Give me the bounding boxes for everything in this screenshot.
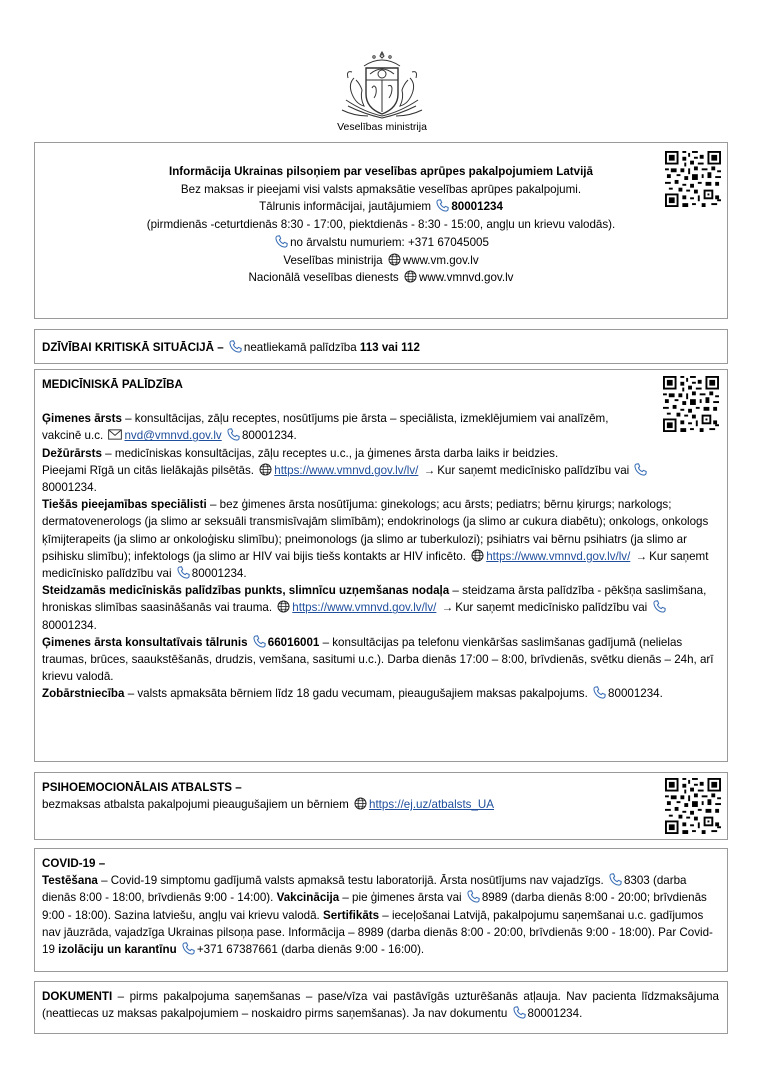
phone-icon [609,873,622,886]
phone-icon [229,340,242,353]
info-phone-line: Tālrunis informācijai, jautājumiem 80001234 [259,200,503,214]
vaccination-title: Vakcinācija [276,891,340,905]
vmnvd-link[interactable]: https://www.vmnvd.gov.lv/lv/ [274,463,419,477]
phone-icon [436,199,449,212]
dental-title: Zobārstniecība [42,687,125,701]
arrow-right-icon: → [441,601,454,615]
emergency-section: Steidzamās medicīniskās palīdzības punkts, slimnīcu uzņemšanas nodaļa – steidzama ārsta palīdzība - pēkšņa saslimšana, hroniskas slimības saasināšanās vai trauma. https://www.vmnvd.gov.lv/lv/ → Kur saņemt medicīnisko palīdzību vai 80001234. [42,584,707,632]
info-vm-line: Veselības ministrija www.vm.gov.lv [283,253,479,267]
emergency-phone[interactable]: 80001234. [42,618,97,632]
arrow-right-icon: → [635,549,648,563]
covid-text: Testēšana – Covid-19 simptomu gadījumā valsts apmaksā testu laboratorijā. Ārsta nosūtījums nav vajadzīgs. 8303 (darba dienās 8:00 - 18:00, brīvdienās 9:00 - 14:00). Vakcinācija – pie ģimenes ārsta vai 8989 (darba dienās 8:00 - 20:00; brīvdienās 9:00 - 18:00). Sazina latviešu, angļu vai krievu valodā. Sertifikāts – ieceļošanai Latvijā, pakalpojumu saņemšanai u.c. gadījumos nav jāuzrāda, vajadzīga Ukrainas pilsoņa pase. Informācija – 8989 (darba dienās 8:00 - 20:00, brīvdienās 9:00 - 18:00). Par Covid-19 izolāciju un karantīnu +371 67387661 (darba dienās 9:00 - 16:00). [42,874,713,957]
dental-phone[interactable]: 80001234. [608,687,663,701]
info-hours: (pirmdienās -ceturtdienās 8:30 - 17:00, piektdienās - 8:30 - 15:00, angļu un krievu valodās). [146,218,616,232]
specialists-phone[interactable]: 80001234. [191,567,247,581]
ministry-name: Veselības ministrija [337,121,427,133]
coat-of-arms-logo [334,50,430,120]
specialists-title: Tiešās pieejamības speciālisti [42,498,207,512]
globe-icon [277,600,290,613]
isolation-title: izolāciju un karantīnu [58,943,177,957]
gp-line-title: Ģimenes ārsta konsultatīvais tālrunis [42,635,248,649]
qr-code-icon [663,376,719,432]
gp-title: Ģimenes ārsts [42,412,122,426]
gp-email-link[interactable]: nvd@vmnvd.gov.lv [124,429,222,443]
covid-box [34,848,728,972]
phone-icon [513,1006,526,1019]
arrow-right-icon: → [423,463,436,477]
documents-box: DOKUMENTI – pirms pakalpojuma saņemšanas – pase/vīza vai pastāvīgās uzturēšanās atļauja. Nav pacienta līdzmaksājuma (neattiecas uz maksas pakalpojumiem – noskaidro pirms saņemšanas). Ja nav dokumentu 80001234. [34,981,728,1034]
vmnvd-link[interactable]: https://www.vmnvd.gov.lv/lv/ [292,601,437,615]
gp-line-phone[interactable]: 66016001 [267,635,320,649]
emergency-title: Steidzamās medicīniskās palīdzības punkts, slimnīcu uzņemšanas nodaļa [42,584,450,598]
mail-icon [108,429,122,440]
documents-phone[interactable]: 80001234. [527,1007,583,1021]
testing-title: Testēšana [42,874,98,888]
info-phone[interactable]: 80001234 [451,200,503,214]
info-abroad-line: no ārvalstu numuriem: +371 67045005 [35,234,727,252]
qr-code-icon [665,151,721,207]
duty-title: Dežūrārsts [42,446,102,460]
covid-heading: COVID-19 – [42,857,106,870]
phone-icon [653,600,666,613]
phone-icon [275,235,288,248]
phone-icon [182,942,195,955]
gp-section: Ģimenes ārsts – konsultācijas, zāļu receptes, nosūtījums pie ārsta – speciālista, izmeklējumiem vai analīzēm, vakcinē u.c. nvd@vmnvd.gov.lv 80001234. [42,412,609,443]
psycho-box [34,772,728,840]
documents-title: DOKUMENTI [42,990,113,1003]
qr-code-icon [665,778,721,834]
globe-icon [388,253,401,266]
vm-link[interactable]: www.vm.gov.lv [402,253,479,267]
globe-icon [354,797,367,810]
info-box [34,142,728,319]
gp-line-section: Ģimenes ārsta konsultatīvais tālrunis 66016001 – konsultācijas pa telefonu vienkāršas saslimšanas gadījumā (nelielas traumas, brūces, saaukstēšanās, drudzis, vemšana, sasitumi u.c.). Darba dienās 17:00 – 8:00, brīvdienās, svētku dienās – 24h, arī krievu valodā. [42,635,714,684]
phone-icon [634,463,647,476]
vmnvd-link[interactable]: https://www.vmnvd.gov.lv/lv/ [486,549,631,563]
certificate-title: Sertifikāts [323,908,380,922]
vaccination-phone[interactable]: 8989 [481,891,508,905]
support-link[interactable]: https://ej.uz/atbalsts_UA [369,798,495,812]
phone-icon [593,686,606,699]
info-title: Informācija Ukrainas pilsoņiem par veselības aprūpes pakalpojumiem Latvijā [169,165,593,178]
medical-box [34,369,728,762]
isolation-phone[interactable]: +371 67387661 [196,943,278,957]
phone-icon [227,428,240,441]
duty-section: Dežūrārsts – medicīniskas konsultācijas, zāļu receptes u.c., ja ģimenes ārsta darba laiks ir beidzies. Pieejami Rīgā un citās lielākajās pilsētās. https://www.vmnvd.gov.lv/lv/ → Kur saņemt medicīnisko palīdzību vai 80001234. [42,445,652,497]
critical-numbers[interactable]: 113 vai 112 [359,341,420,354]
info-line: Bez maksas ir pieejami visi valsts apmaksātie veselības aprūpes pakalpojumi. [180,182,582,196]
duty-phone[interactable]: 80001234. [42,481,97,495]
critical-heading: DZĪVĪBAI KRITISKĀ SITUĀCIJĀ – [42,341,224,354]
critical-text: neatliekamā palīdzība [243,341,357,354]
globe-icon [471,549,484,562]
nvd-link[interactable]: www.vmnvd.gov.lv [418,271,514,285]
dental-section: Zobārstniecība – valsts apmaksāta bērniem līdz 18 gadu vecumam, pieaugušajiem maksas pakalpojums. 80001234. [42,687,663,701]
phone-icon [177,566,190,579]
globe-icon [259,463,272,476]
psycho-heading: PSIHOEMOCIONĀLAIS ATBALSTS – [42,781,242,794]
critical-box [34,329,728,364]
gp-phone[interactable]: 80001234. [241,429,297,443]
phone-icon [467,890,480,903]
info-nvd-line: Nacionālā veselības dienests www.vmnvd.gov.lv [248,271,514,285]
phone-icon [253,635,266,648]
specialists-section: Tiešās pieejamības speciālisti – bez ģimenes ārsta nosūtījuma: ginekologs; acu ārsts; pediatrs; bērnu ķirurgs; narkologs; dermatovenerologs (ja slimo ar seksuāli transmisīvajām slimībām); endokrinologs (ja slimo ar cukura diabētu); onkologs, onkologs ķīmijterapeits (ja slimo ar onkoloģisku slimību); pneimonologs (ja slimo ar tuberkulozi); psihiatrs vai bērnu psihiatrs (ja slimo ar psihisku slimību); infektologs (ja slimo ar HIV vai bijis tiešs kontakts ar HIV inficēto. https://www.vmnvd.gov.lv/lv/ → Kur saņemt medicīnisko palīdzību vai 80001234. [42,498,709,581]
psycho-line: bezmaksas atbalsta pakalpojumi pieaugušajiem un bērniem https://ej.uz/atbalsts_UA [42,798,495,812]
testing-phone[interactable]: 8303 [623,874,650,888]
globe-icon [404,270,417,283]
medical-heading: MEDICĪNISKĀ PALĪDZĪBA [42,378,183,391]
